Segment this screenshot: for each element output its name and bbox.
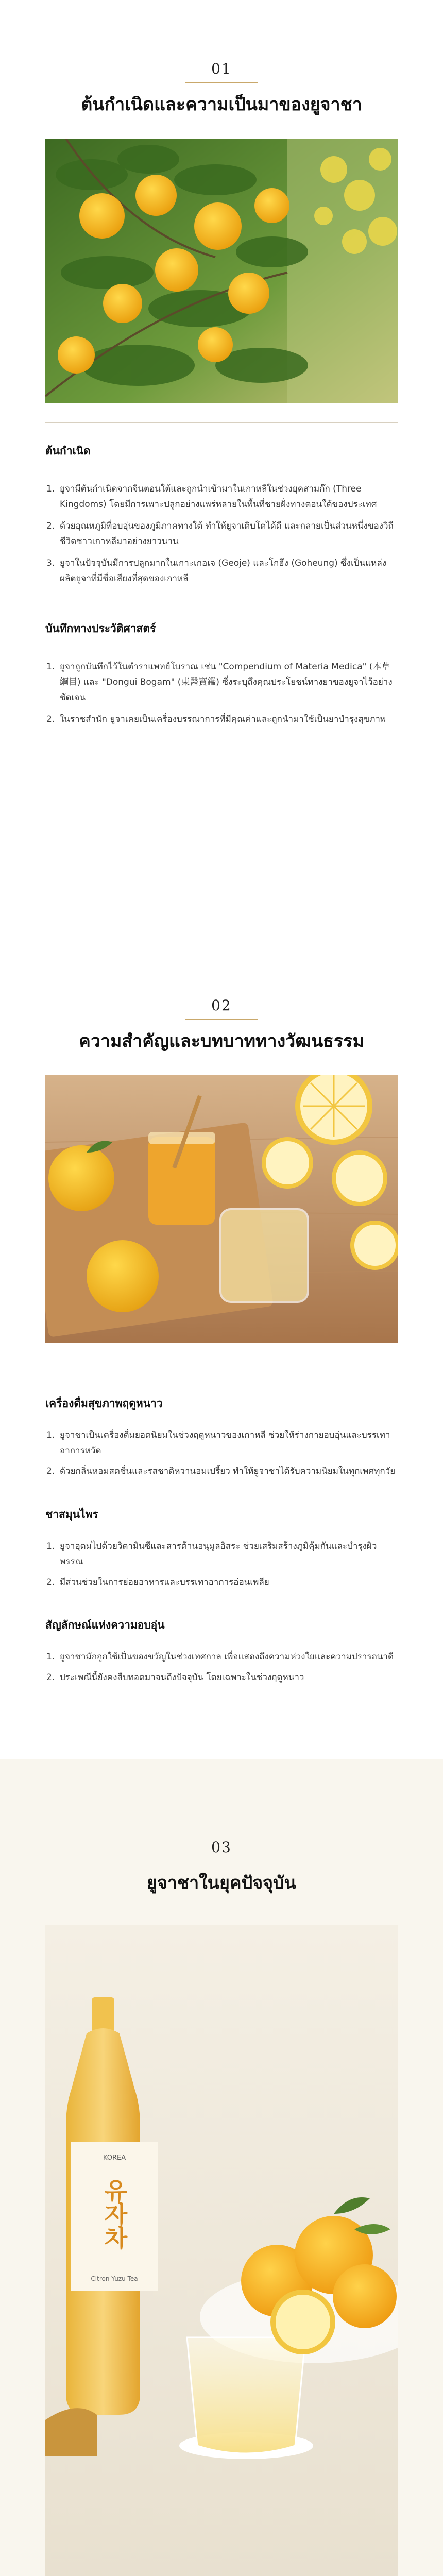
origin-list xyxy=(45,481,398,586)
section-number: 01 xyxy=(211,60,232,77)
winter-drink-list xyxy=(45,1428,398,1479)
yuzu-tree-illustration xyxy=(45,139,398,403)
yuzu-tea-table-photo xyxy=(45,1075,398,1343)
section-modern xyxy=(0,1759,443,2576)
list-item: 1. ยูจามีต้นกำเนิดจากจีนตอนใต้และถูกนำเข้ามาในเกาหลีในช่วงยุคสามก๊ก (Three Kingdoms) โดยมีการเพาะปลูกอย่างแพร่หลายในพื้นที่ชายฝั่งทางตอนใต้ของประเทศ xyxy=(46,484,377,510)
list-item: 1. ยูจาถูกบันทึกไว้ในตำราแพทย์โบราณ เช่น "Compendium of Materia Medica" (本草綱目) และ "Dongui Bogam" (東醫寶鑑) ซึ่งระบุถึงคุณประโยชน์ทางยาของยูจาไว้อย่างชัดเจน xyxy=(46,662,393,703)
subheading-herbal-tea: ชาสมุนไพร xyxy=(45,1508,98,1520)
yuzu-tea-bottle-photo xyxy=(45,1925,398,2576)
bottle-brand: KOREA xyxy=(103,2154,126,2162)
bottle-label-en: Citron Yuzu Tea xyxy=(91,2275,138,2282)
bottle-label-kr: 유자차 xyxy=(100,2178,128,2249)
list-item: 1. ยูจาชามักถูกใช้เป็นของขวัญในช่วงเทศกาล เพื่อแสดงถึงความห่วงใยและความปรารถนาดี xyxy=(46,1652,394,1662)
list-item: 3. ยูจาในปัจจุบันมีการปลูกมากในเกาะเกอเจ (Geoje) และโกฮึง (Goheung) ซึ่งเป็นแหล่งผลิตยูจาที่มีชื่อเสียงที่สุดของเกาหลี xyxy=(46,558,387,584)
list-item: 2. ประเพณีนี้ยังคงสืบทอดมาจนถึงปัจจุบัน โดยเฉพาะในช่วงฤดูหนาว xyxy=(46,1672,304,1683)
subheading-origin: ต้นกำเนิด xyxy=(45,445,91,457)
section-title: ยูจาชาในยุคปัจจุบัน xyxy=(147,1873,296,1893)
section-header xyxy=(0,920,443,1055)
list-item: 2. ด้วยกลิ่นหอมสดชื่นและรสชาติหวานอมเปรี้ยว ทำให้ยูจาชาได้รับความนิยมในทุกเพศทุกวัย xyxy=(46,1466,396,1477)
yuzu-tree-photo xyxy=(45,139,398,403)
section-title: ต้นกำเนิดและความเป็นมาของยูจาชา xyxy=(81,94,362,115)
section-number: 03 xyxy=(211,1839,232,1856)
section-title: ความสำคัญและบทบาททางวัฒนธรรม xyxy=(79,1031,364,1052)
subheading-history: บันทึกทางประวัติศาสตร์ xyxy=(45,622,156,635)
subheading-warmth-symbol: สัญลักษณ์แห่งความอบอุ่น xyxy=(45,1619,165,1631)
section-body xyxy=(45,403,398,727)
list-item: 2. ด้วยอุณหภูมิที่อบอุ่นของภูมิภาคทางใต้ ทำให้ยูจาเติบโตได้ดี และกลายเป็นส่วนหนึ่งของวิถีชีวิตชาวเกาหลีมาอย่างยาวนาน xyxy=(46,521,394,547)
herbal-tea-list xyxy=(45,1538,398,1590)
section-number-underline xyxy=(185,82,258,83)
subheading-winter-drink: เครื่องดื่มสุขภาพฤดูหนาว xyxy=(45,1397,163,1410)
section-origin xyxy=(0,0,443,920)
section-header xyxy=(0,0,443,118)
section-header xyxy=(0,1759,443,1896)
section-number: 02 xyxy=(211,997,232,1014)
yuzu-tea-table-illustration xyxy=(45,1075,398,1343)
section-body xyxy=(45,1343,398,1685)
list-item: 1. ยูจาอุดมไปด้วยวิตามินซีและสารต้านอนุมูลอิสระ ช่วยเสริมสร้างภูมิคุ้มกันและบำรุงผิวพรรณ xyxy=(46,1541,377,1567)
warmth-symbol-list xyxy=(45,1649,398,1685)
section-number-underline xyxy=(185,1019,258,1020)
history-list xyxy=(45,659,398,727)
section-culture xyxy=(0,920,443,1759)
yuzu-tea-bottle-illustration xyxy=(45,1925,398,2576)
list-item: 2. ในราชสำนัก ยูจาเคยเป็นเครื่องบรรณาการที่มีคุณค่าและถูกนำมาใช้เป็นยาบำรุงสุขภาพ xyxy=(46,714,386,724)
list-item: 1. ยูจาชาเป็นเครื่องดื่มยอดนิยมในช่วงฤดูหนาวของเกาหลี ช่วยให้ร่างกายอบอุ่นและบรรเทาอาการหวัด xyxy=(46,1430,390,1456)
list-item: 2. มีส่วนช่วยในการย่อยอาหารและบรรเทาอาการอ่อนเพลีย xyxy=(46,1577,269,1587)
divider xyxy=(45,422,398,423)
